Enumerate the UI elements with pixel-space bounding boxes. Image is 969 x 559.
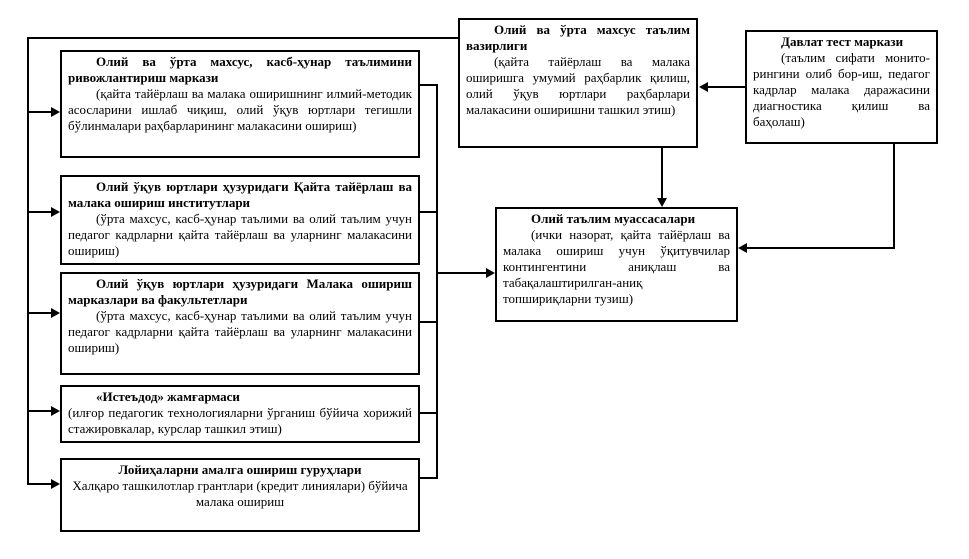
box-retraining-institutes (60, 175, 420, 265)
arrowhead-into-box3 (51, 308, 60, 318)
connector-arrow-line-to-box3 (27, 312, 52, 314)
box-qualification-centers-body: (ўрта махсус, касб-ҳунар таълими ва олий таълим учун педагог кадрларни қайта тайёрлаш ва уларнинг малакасини ошириш) (68, 308, 412, 355)
connector-arrow-line-to-institutions-left (438, 272, 486, 274)
arrowhead-into-ministry-right (699, 82, 708, 92)
arrowhead-into-institutions-left (486, 268, 495, 278)
box-higher-ed-institutions (495, 207, 738, 322)
arrowhead-into-box4 (51, 406, 60, 416)
arrowhead-into-institutions-right (738, 243, 747, 253)
box-retraining-institutes-body: (ўрта махсус, касб-ҳунар таълими ва олий таълим учун педагог кадрларни қайта тайёрлаш ва уларнинг малакасини ошириш) (68, 211, 412, 258)
box-istedod-foundation-body: (илғор педагогик технологияларни ўрганиш бўйича хорижий стажировкалар, курслар ташкил этиш) (68, 405, 412, 436)
connector-arrow-line-to-box2 (27, 211, 52, 213)
box-state-test-center-body: (таълим сифати монито-рингини олиб бор-иш, педагог кадрлар малака даражасини диагностика қилиш ва баҳолаш) (753, 50, 930, 129)
connector-top-horizontal-line (27, 37, 458, 39)
connector-arrow-line-to-box5 (27, 483, 52, 485)
arrowhead-into-box5 (51, 479, 60, 489)
connector-left-vertical-line (27, 37, 29, 485)
connector-testcenter-to-institutions-line (747, 247, 895, 249)
box-istedod-foundation-title: «Истеъдод» жамғармаси (96, 389, 240, 404)
connector-stub-box4 (420, 412, 436, 414)
box-development-center-title: Олий ва ўрта махсус, касб-ҳунар таълимини ривожлантириш маркази (68, 54, 412, 85)
box-higher-ed-institutions-title: Олий таълим муассасалари (531, 211, 696, 226)
connector-stub-box1 (420, 84, 436, 86)
box-ministry-title: Олий ва ўрта махсус таълим вазирлиги (466, 22, 690, 53)
connector-stub-box2 (420, 211, 436, 213)
arrowhead-into-box2 (51, 207, 60, 217)
box-qualification-centers-title: Олий ўқув юртлари ҳузуридаги Малака ошириш марказлари ва факультетлари (68, 276, 412, 307)
connector-stub-box5 (420, 477, 436, 479)
connector-stub-box3 (420, 321, 436, 323)
box-qualification-centers (60, 272, 420, 375)
connector-arrow-line-to-box1 (27, 111, 52, 113)
box-retraining-institutes-title: Олий ўқув юртлари ҳузуридаги Қайта тайёрлаш ва малака ошириш институтлари (68, 179, 412, 210)
connector-testcenter-to-ministry-line (708, 86, 745, 88)
arrowhead-into-institutions-top (657, 198, 667, 207)
connector-arrow-line-to-box4 (27, 410, 52, 412)
box-development-center (60, 50, 420, 158)
box-higher-ed-institutions-body: (ички назорат, қайта тайёрлаш ва малака ошириш учун ўқитувчилар контингентини аниқлаш ва табақалаштирилган-аниқ топшириқларни тузиш) (503, 227, 730, 306)
box-development-center-body: (қайта тайёрлаш ва малака оширишнинг илмий-методик асосларини ишлаб чиқиш, олий ўқув юртлари тегишли бўлинмалари раҳбарларининг малакасини ошириш) (68, 86, 412, 133)
connector-right-collector-line (436, 84, 438, 479)
connector-ministry-to-institutions-line (661, 148, 663, 199)
box-project-groups (60, 458, 420, 532)
arrowhead-into-box1 (51, 107, 60, 117)
box-project-groups-title: Лойиҳаларни амалга ошириш гуруҳлари (118, 462, 362, 477)
box-state-test-center-title: Давлат тест маркази (781, 34, 904, 49)
box-ministry-body: (қайта тайёрлаш ва малака оширишга умумий раҳбарлик қилиш, олий ўқув юртлари раҳбарлари малакасини оширишни ташкил этиш) (466, 54, 690, 117)
box-project-groups-body: Халқаро ташкилотлар грантлари (кредит линиялари) бўйича малака ошириш (72, 478, 408, 509)
box-state-test-center (745, 30, 938, 144)
box-ministry (458, 18, 698, 148)
box-istedod-foundation (60, 385, 420, 443)
connector-testcenter-drop-line (893, 144, 895, 249)
